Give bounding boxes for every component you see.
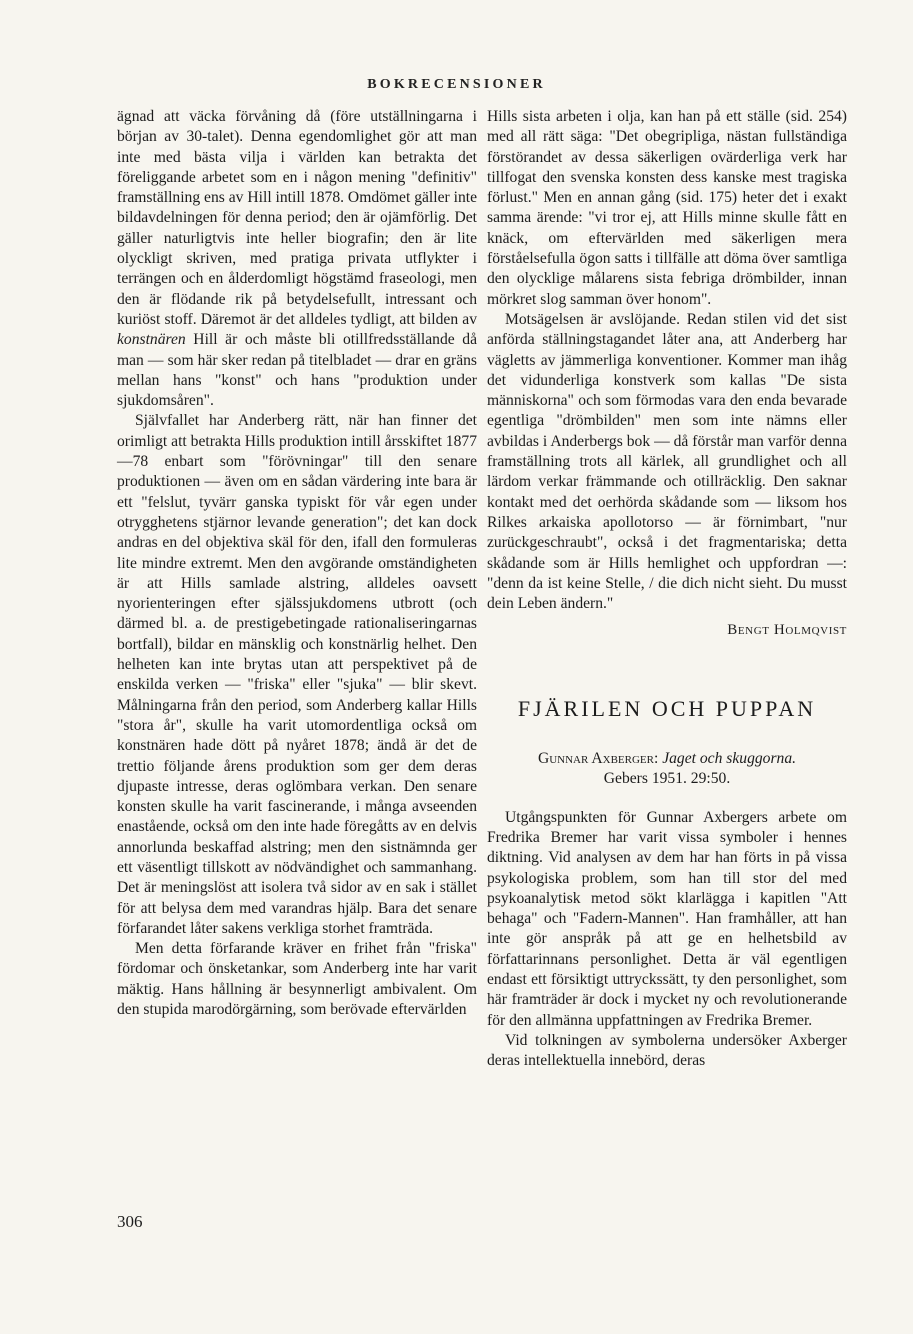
right-column	[487, 107, 847, 1071]
section-title: FJÄRILEN OCH PUPPAN	[517, 695, 817, 721]
paragraph: Motsägelsen är avslöjande. Redan stilen vid det sist anförda ställningstagandet låter ana, att Anderberg har vägletts av jämmerliga konventioner. Kommer man ihåg det vidunderliga konstverk som kallas "De sista människorna" och som förmodas vara den enda bevarade egentliga "drömbilden" men som inte nämns eller avbildas i Anderbergs bok — då förstår man varför denna framställning trots all kärlek, all grundlighet och all lärdom verkar främmande och otillräcklig. Den saknar kontakt med det oerhörda skådande som — liksom hos Rilkes arkaiska apollotorso — är förnimbart, "nur zurückgeschraubt", också i det fragmentariska; detta skådande som är Hills hemlighet och uppfordran —: "denn da ist keine Stelle, / die dich nicht sieht. Du musst dein Leben ändern."	[487, 310, 847, 613]
paragraph-text: Hill är och måste bli otillfredsställande då man — som här sker redan på titelbladet — drar en gräns mellan hans "konst" och hans "produktion under sjukdomsåren".	[117, 331, 477, 410]
paragraph: Utgångspunkten för Gunnar Axbergers arbete om Fredrika Bremer har varit vissa symboler i hennes diktning. Vid analysen av dem har han förts in på vissa psykologiska problem, som han till stor del med psykoanalytisk metod sökt klarlägga i kapitlen "Att behaga" och "Fadern-Mannen". Han framhåller, att han inte gör anspråk på att ge en helhetsbild av författarinnans personlighet. Detta är väl egentligen endast ett försiktigt uttryckssätt, ty den personlighet, som här framträder är dock i mycket ny och revolutionerande för den allmänna uppfattningen av Fredrika Bremer.	[487, 808, 847, 1029]
running-head: BOKRECENSIONER	[367, 77, 546, 92]
paragraph: Men detta förfarande kräver en frihet från "friska" fördomar och önsketankar, som Anderberg inte har varit mäktig. Hans hållning är besynnerligt ambivalent. Om den stupida marodörgärning, som berövade eftervärlden	[117, 940, 477, 1019]
book-reference	[487, 749, 847, 790]
emphasis: konstnären	[117, 331, 186, 349]
paragraph: Vid tolkningen av symbolerna undersöker Axberger deras intellektuella innebörd, deras	[487, 1031, 847, 1070]
left-column	[117, 107, 477, 1020]
paragraph: Hills sista arbeten i olja, kan han på ett ställe (sid. 254) med all rätt säga: "Det obegripliga, nästan fullständiga förstörandet av dessa säkerligen ovärderliga verk har tillfogat den svenska konsten dess kanske mest tragiska förlust." Men en annan gång (sid. 175) heter det i exakt samma ärende: "vi tror ej, att Hills minne skulle fått en knäck, om eftervärlden med säkerligen mera förståelsefulla ögon satts i tillfälle att döma över samtliga den olycklige målarens sista febriga drömbilder, innan mörkret slog samman över honom".	[487, 108, 847, 308]
book-author: Gunnar Axberger	[537, 750, 654, 768]
paragraph-text: ägnad att väcka förvåning då (före utställningarna i början av 30-talet). Denna egendomlighet gör att man inte med bästa vilja i världen kan betrakta det föreliggande arbetet som en i någon mening "definitiv" framställning ens av Hill intill 1878. Omdömet gäller inte bildavdelningen för denna period; den är ojämförlig. Det gäller naturligtvis inte heller biografin; den är lite olyckligt skriven, med pratiga privata utflykter i terrängen och en ålderdomligt högstämd fraseologi, men den är flödande rik på betydelsefullt, intressant och kuriöst stoff. Däremot är det alldeles tydligt, att bilden av	[117, 108, 477, 328]
review-signature: Bengt Holmqvist	[727, 622, 847, 639]
book-publisher: Gebers 1951. 29:50.	[603, 770, 731, 788]
page-number: 306	[117, 1212, 143, 1231]
paragraph: Självfallet har Anderberg rätt, när han finner det orimligt att betrakta Hills produktion intill årsskiftet 1877—78 enbart som "förövningar" till den senare produktionen — även om en sådan värdering inte bara är ett "felslut, tyvärr ganska typiskt för vår egen under otrygghetens stjärnor levande generation"; det kan dock andras en del objektiva skäl för den, ifall den formuleras lite mindre extremt. Men den avgörande omständigheten är att Hills samlade alstring, alldeles oavsett nyorienteringen efter själssjukdomens utbrott (och därmed bl. a. de prestigebetingade rationaliseringarnas bortfall), bildar en mänsklig och konstnärlig helhet. Den helheten kan inte brytas utan att perspektivet på de enskilda verken — "friska" eller "sjuka" — blir skevt. Målningarna från den period, som Anderberg kallar Hills "stora år", skulle ha varit utomordentliga också om konstnären hade dött på nyåret 1878; ändå är det de trettio följande årens produktion som ger dem deras djupaste intresse, deras oglömbara verkan. Den senare konsten skulle ha varit fascinerande, i många avseenden enastående, också om den inte hade föregåtts av en delvis annorlunda beskaffad alstring; men den sistnämnda ger ett väsentligt tillskott av nödvändighet och sammanhang. Det är meningslöst att isolera två sidor av en sak i stället för att belysa dem med varandras hjälp. Bara det senare förfarandet låter sakens verkliga storhet framträda.	[117, 412, 477, 937]
book-title: Jaget och skuggorna.	[662, 750, 797, 768]
paragraph	[117, 107, 477, 411]
book-author-separator: :	[653, 750, 663, 768]
